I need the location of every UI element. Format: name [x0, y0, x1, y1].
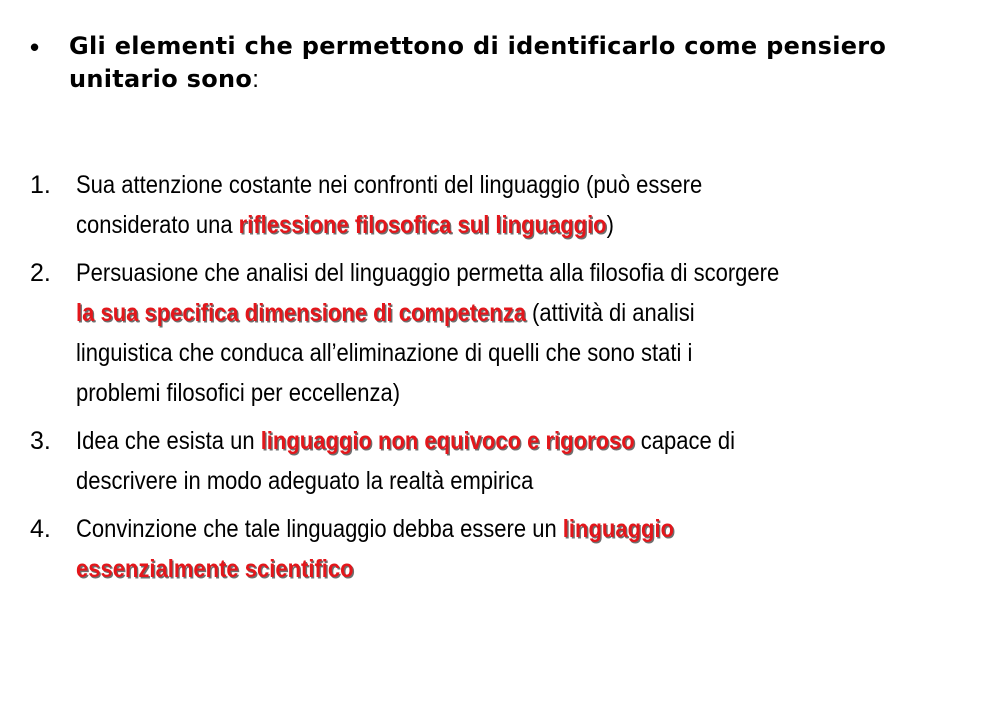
- list-item-number: 2.: [30, 259, 51, 287]
- heading-text: Gli elementi che permettono di identificarlo come pensiero unitario sono: [68, 32, 887, 93]
- list-item: [30, 165, 910, 245]
- item-text-after: capace di descrivere in modo adeguato la realtà empirica: [76, 427, 735, 495]
- item-text-before: Persuasione che analisi del linguaggio permetta alla filosofia di scorgere: [76, 259, 780, 287]
- bullet-marker: •: [30, 32, 40, 62]
- heading-colon: :: [252, 66, 260, 93]
- item-text-after: ): [606, 211, 614, 239]
- list-item-text: [76, 421, 780, 501]
- item-text-before: Sua attenzione costante nei confronti del linguaggio (può essere considerato una: [76, 171, 703, 239]
- heading-text-block: [69, 30, 930, 96]
- list-item-text: [76, 509, 780, 589]
- list-item: [30, 421, 910, 501]
- list-item-number: 3.: [30, 427, 51, 455]
- list-item: [30, 509, 910, 589]
- heading: [30, 30, 930, 96]
- item-highlight: linguaggio non equivoco e rigoroso: [260, 427, 635, 455]
- item-highlight: riflessione filosofica sul linguaggio: [238, 211, 607, 239]
- item-highlight: linguaggio essenzialmente scientifico: [76, 515, 675, 583]
- item-text-after: (attività di analisi linguistica che conduca all’eliminazione di quelli che sono stati i problemi filosofici per eccellenza): [76, 299, 695, 407]
- list-item-text: [76, 253, 780, 413]
- numbered-list: [30, 165, 910, 589]
- list-item-text: [76, 165, 780, 245]
- item-highlight: la sua specifica dimensione di competenza: [76, 299, 526, 327]
- list-item-number: 1.: [30, 171, 51, 199]
- item-text-before: Idea che esista un: [76, 427, 261, 455]
- list-item-number: 4.: [30, 515, 51, 543]
- list-item: [30, 253, 910, 413]
- item-text-before: Convinzione che tale linguaggio debba essere un: [76, 515, 563, 543]
